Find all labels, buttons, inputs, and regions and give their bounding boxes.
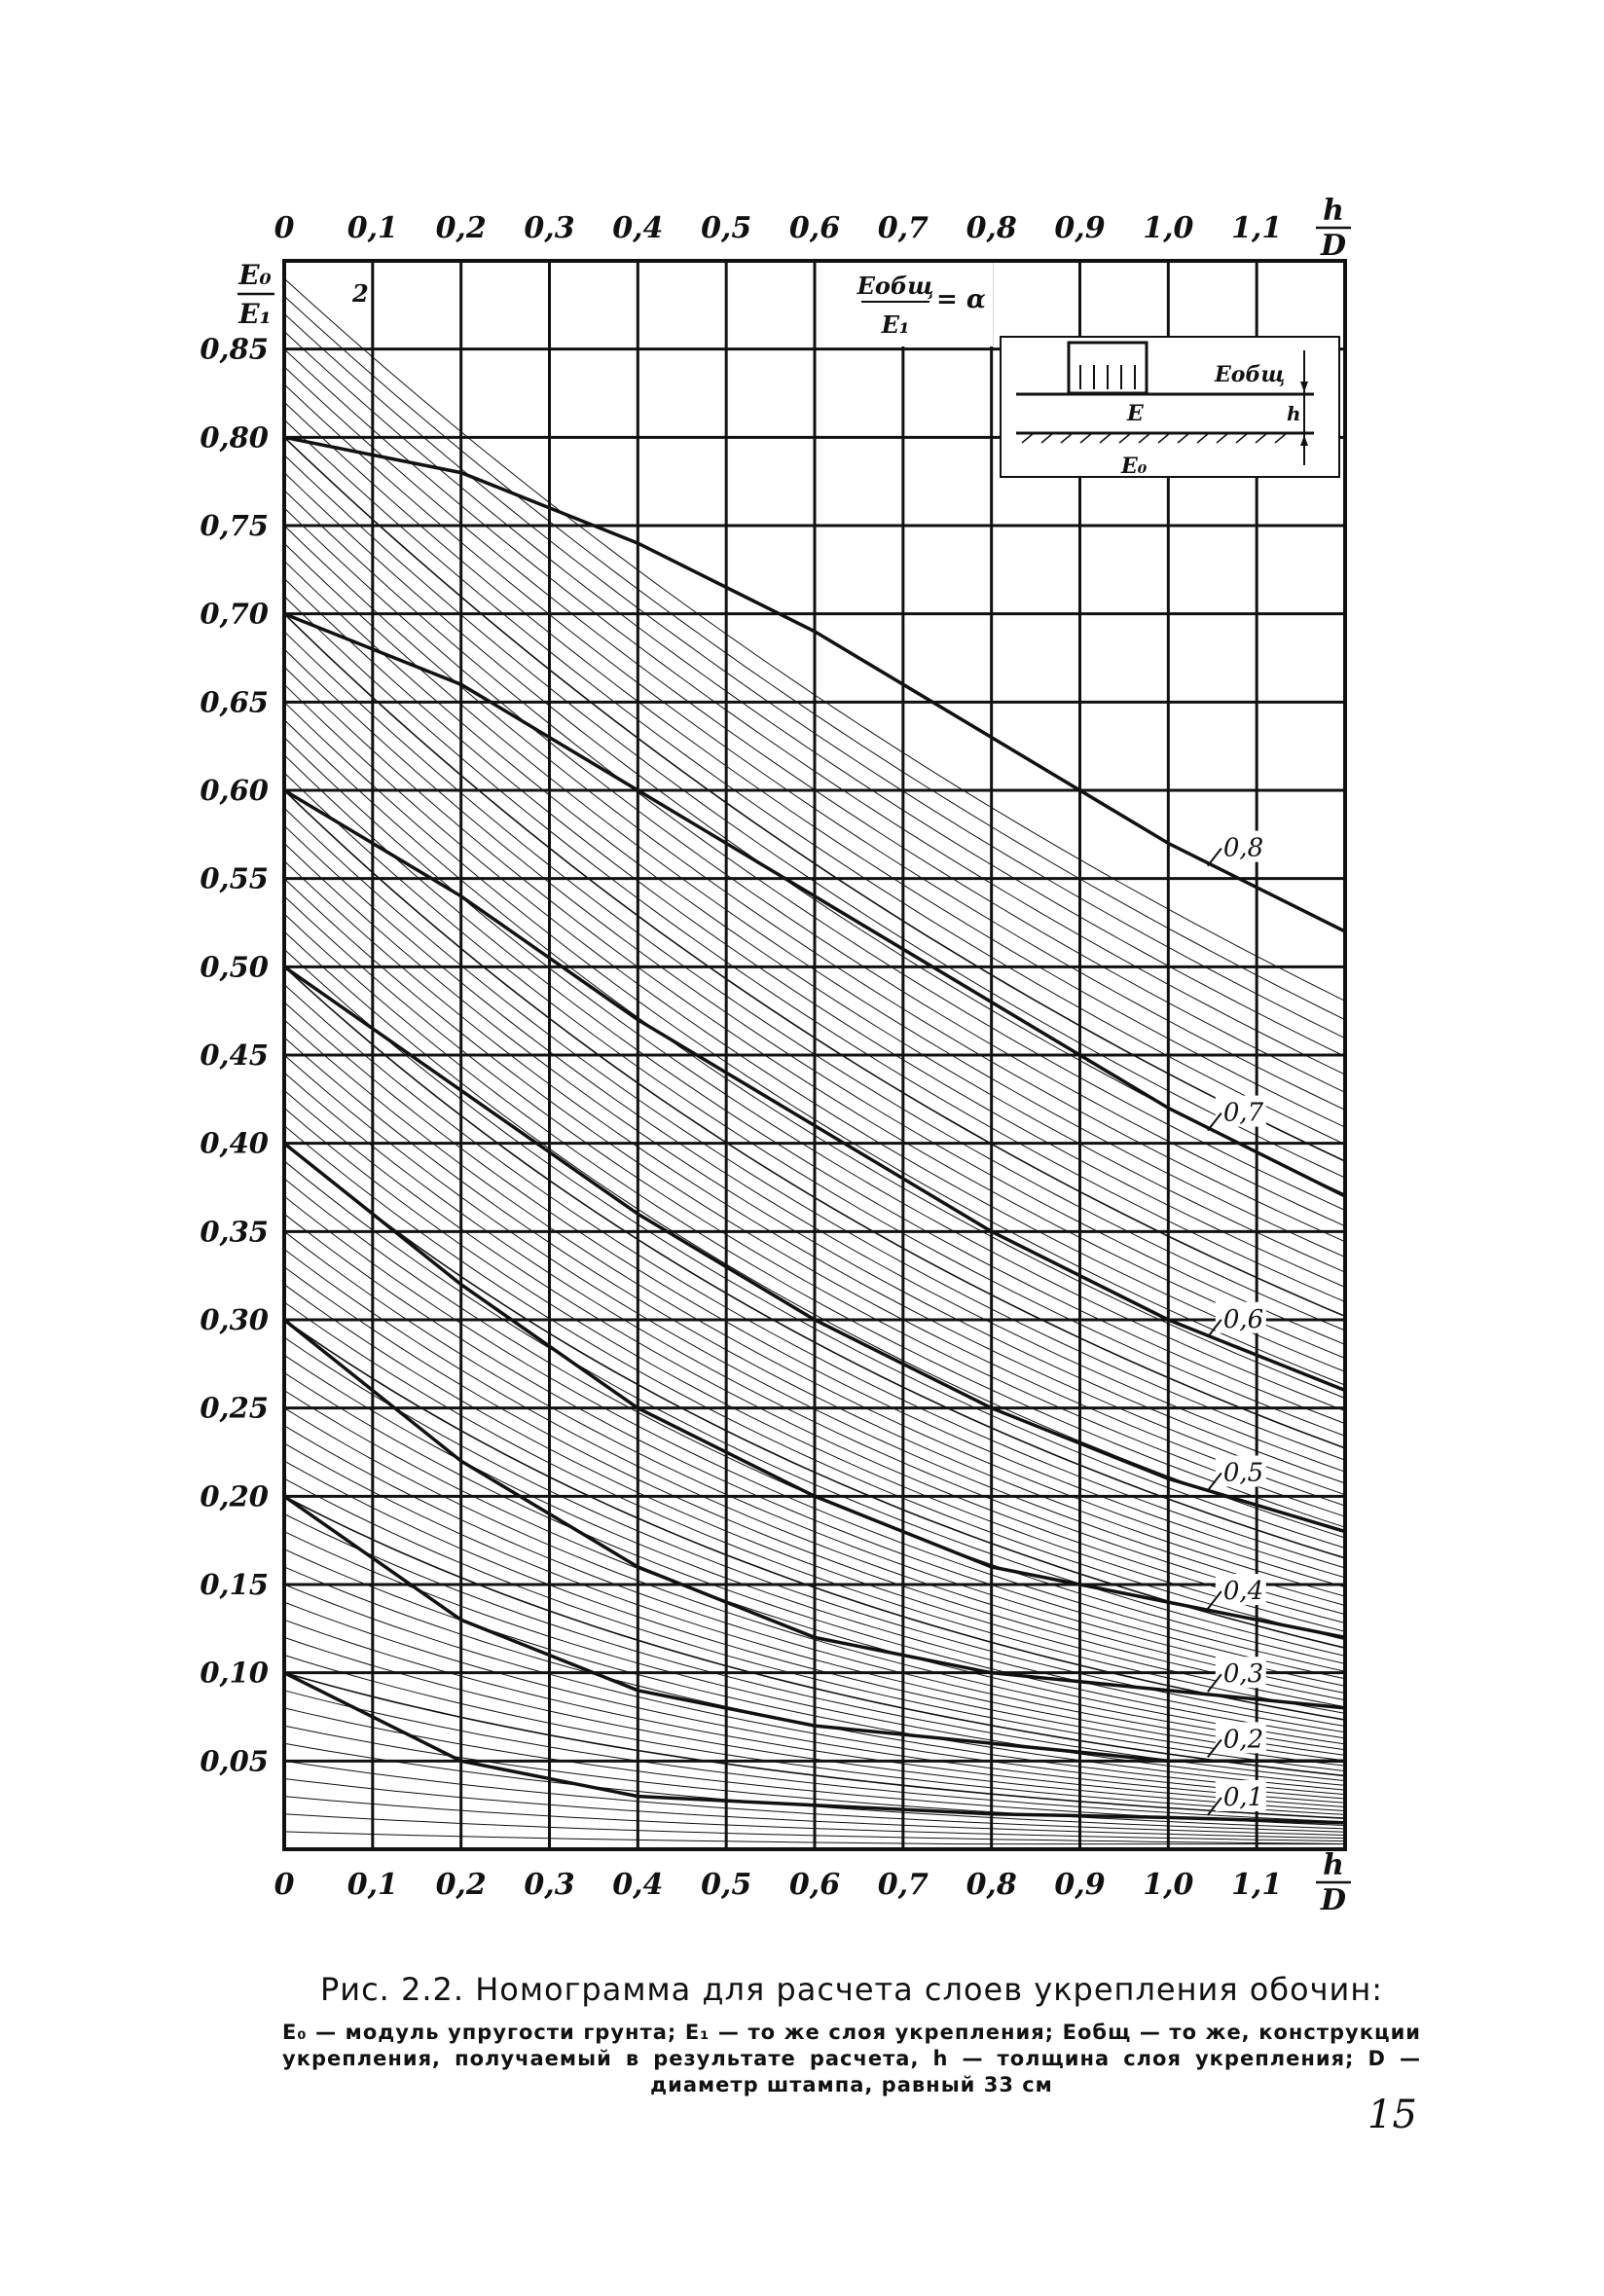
x-tick-label: 0,2 [435,211,487,245]
x-tick-label: 0,8 [966,1868,1017,1902]
curve-label: 0,5 [1222,1458,1264,1488]
figure-caption-title: Рис. 2.2. Номограмма для расчета слоев укрепления обочин: [319,1971,1384,2008]
x-label-numerator: h [1323,1848,1344,1882]
curve-label: 0,6 [1222,1304,1264,1334]
x-tick-label: 0,9 [1054,1868,1106,1902]
curve-label: 0,3 [1222,1659,1264,1690]
inset-schematic [1001,337,1339,479]
figure-caption-body: E₀ — модуль упругости грунта; E₁ — то же слоя укрепления; Eобщ — то же, конструкции укрепления, получаемый в результате расчета, h — толщина слоя укрепления; D — диаметр штампа, равный 33 см [282,2021,1421,2096]
curve-label: 0,1 [1222,1782,1264,1812]
x-tick-label: 0 [273,1868,295,1902]
x-tick-label: 0,2 [435,1868,487,1902]
x-tick-label: 0,9 [1054,211,1106,245]
x-ticks-top [274,211,1283,245]
y-tick-label: 0,35 [200,1215,269,1249]
y-tick-label: 0,40 [200,1126,269,1160]
inset-label-layer: E [1127,401,1144,426]
family-label-numerator: Eобщ [857,272,934,300]
y-tick-label: 0,60 [200,774,269,807]
x-tick-label: 0 [273,211,295,245]
x-tick-label: 1,0 [1143,211,1194,245]
x-ticks-bottom [274,1868,1283,1902]
x-tick-label: 0,1 [346,211,398,245]
x-tick-label: 0,4 [612,1868,664,1902]
y-tick-label: 0,20 [200,1479,269,1513]
x-label-denominator: D [1320,1883,1347,1917]
y-ticks [200,333,269,1778]
x-tick-label: 0,7 [877,1868,929,1902]
grid [284,261,1345,1849]
y-tick-label: 0,50 [200,950,269,984]
x-tick-label: 0,6 [788,211,841,245]
y-tick-label: 0,85 [200,332,269,366]
x-tick-label: 0,8 [966,211,1017,245]
x-label-numerator: h [1323,194,1344,228]
x-tick-label: 0,3 [524,1868,575,1902]
inset-label-thickness: h [1287,402,1301,425]
inset-label-total: Eобщ [1215,362,1286,387]
x-tick-label: 0,5 [701,1868,752,1902]
curve-label: 0,7 [1222,1098,1264,1128]
y-tick-label: 0,30 [200,1303,269,1336]
x-tick-label: 0,1 [346,1868,398,1902]
family-label-rhs: = α [936,285,986,314]
x-tick-label: 0,3 [524,211,575,245]
x-axis-label-bottom [1316,1848,1351,1917]
y-tick-label: 0,75 [200,509,269,542]
family-label [847,263,993,346]
x-label-denominator: D [1320,229,1347,263]
curve-label: 0,8 [1222,833,1264,863]
y-label-denominator: E₁ [238,298,272,330]
x-tick-label: 0,4 [612,211,664,245]
y-tick-label: 0,55 [200,861,269,895]
x-tick-label: 1,1 [1231,1868,1283,1902]
y-tick-label: 0,80 [200,420,269,455]
x-tick-label: 0,5 [701,211,752,245]
x-tick-label: 1,1 [1231,211,1283,245]
page-number: 15 [1367,2093,1417,2137]
y-tick-label: 0,10 [200,1656,269,1690]
curve-marker-2: 2 [352,279,369,308]
curve-label: 0,2 [1222,1725,1264,1755]
y-tick-label: 0,15 [200,1568,269,1601]
x-tick-label: 1,0 [1143,1868,1194,1902]
y-axis-label [237,259,274,330]
x-axis-label-top [1316,194,1351,263]
y-tick-label: 0,45 [200,1039,269,1072]
family-label-denominator: E₁ [881,310,910,339]
y-tick-label: 0,65 [200,685,269,719]
x-tick-label: 0,7 [877,211,929,245]
curve-label: 0,4 [1222,1577,1264,1607]
inset-label-base: E₀ [1121,454,1148,479]
y-tick-label: 0,70 [200,597,269,631]
y-label-numerator: E₀ [238,259,272,291]
x-tick-label: 0,6 [788,1868,841,1902]
y-tick-label: 0,05 [200,1744,269,1778]
y-tick-label: 0,25 [200,1391,269,1425]
